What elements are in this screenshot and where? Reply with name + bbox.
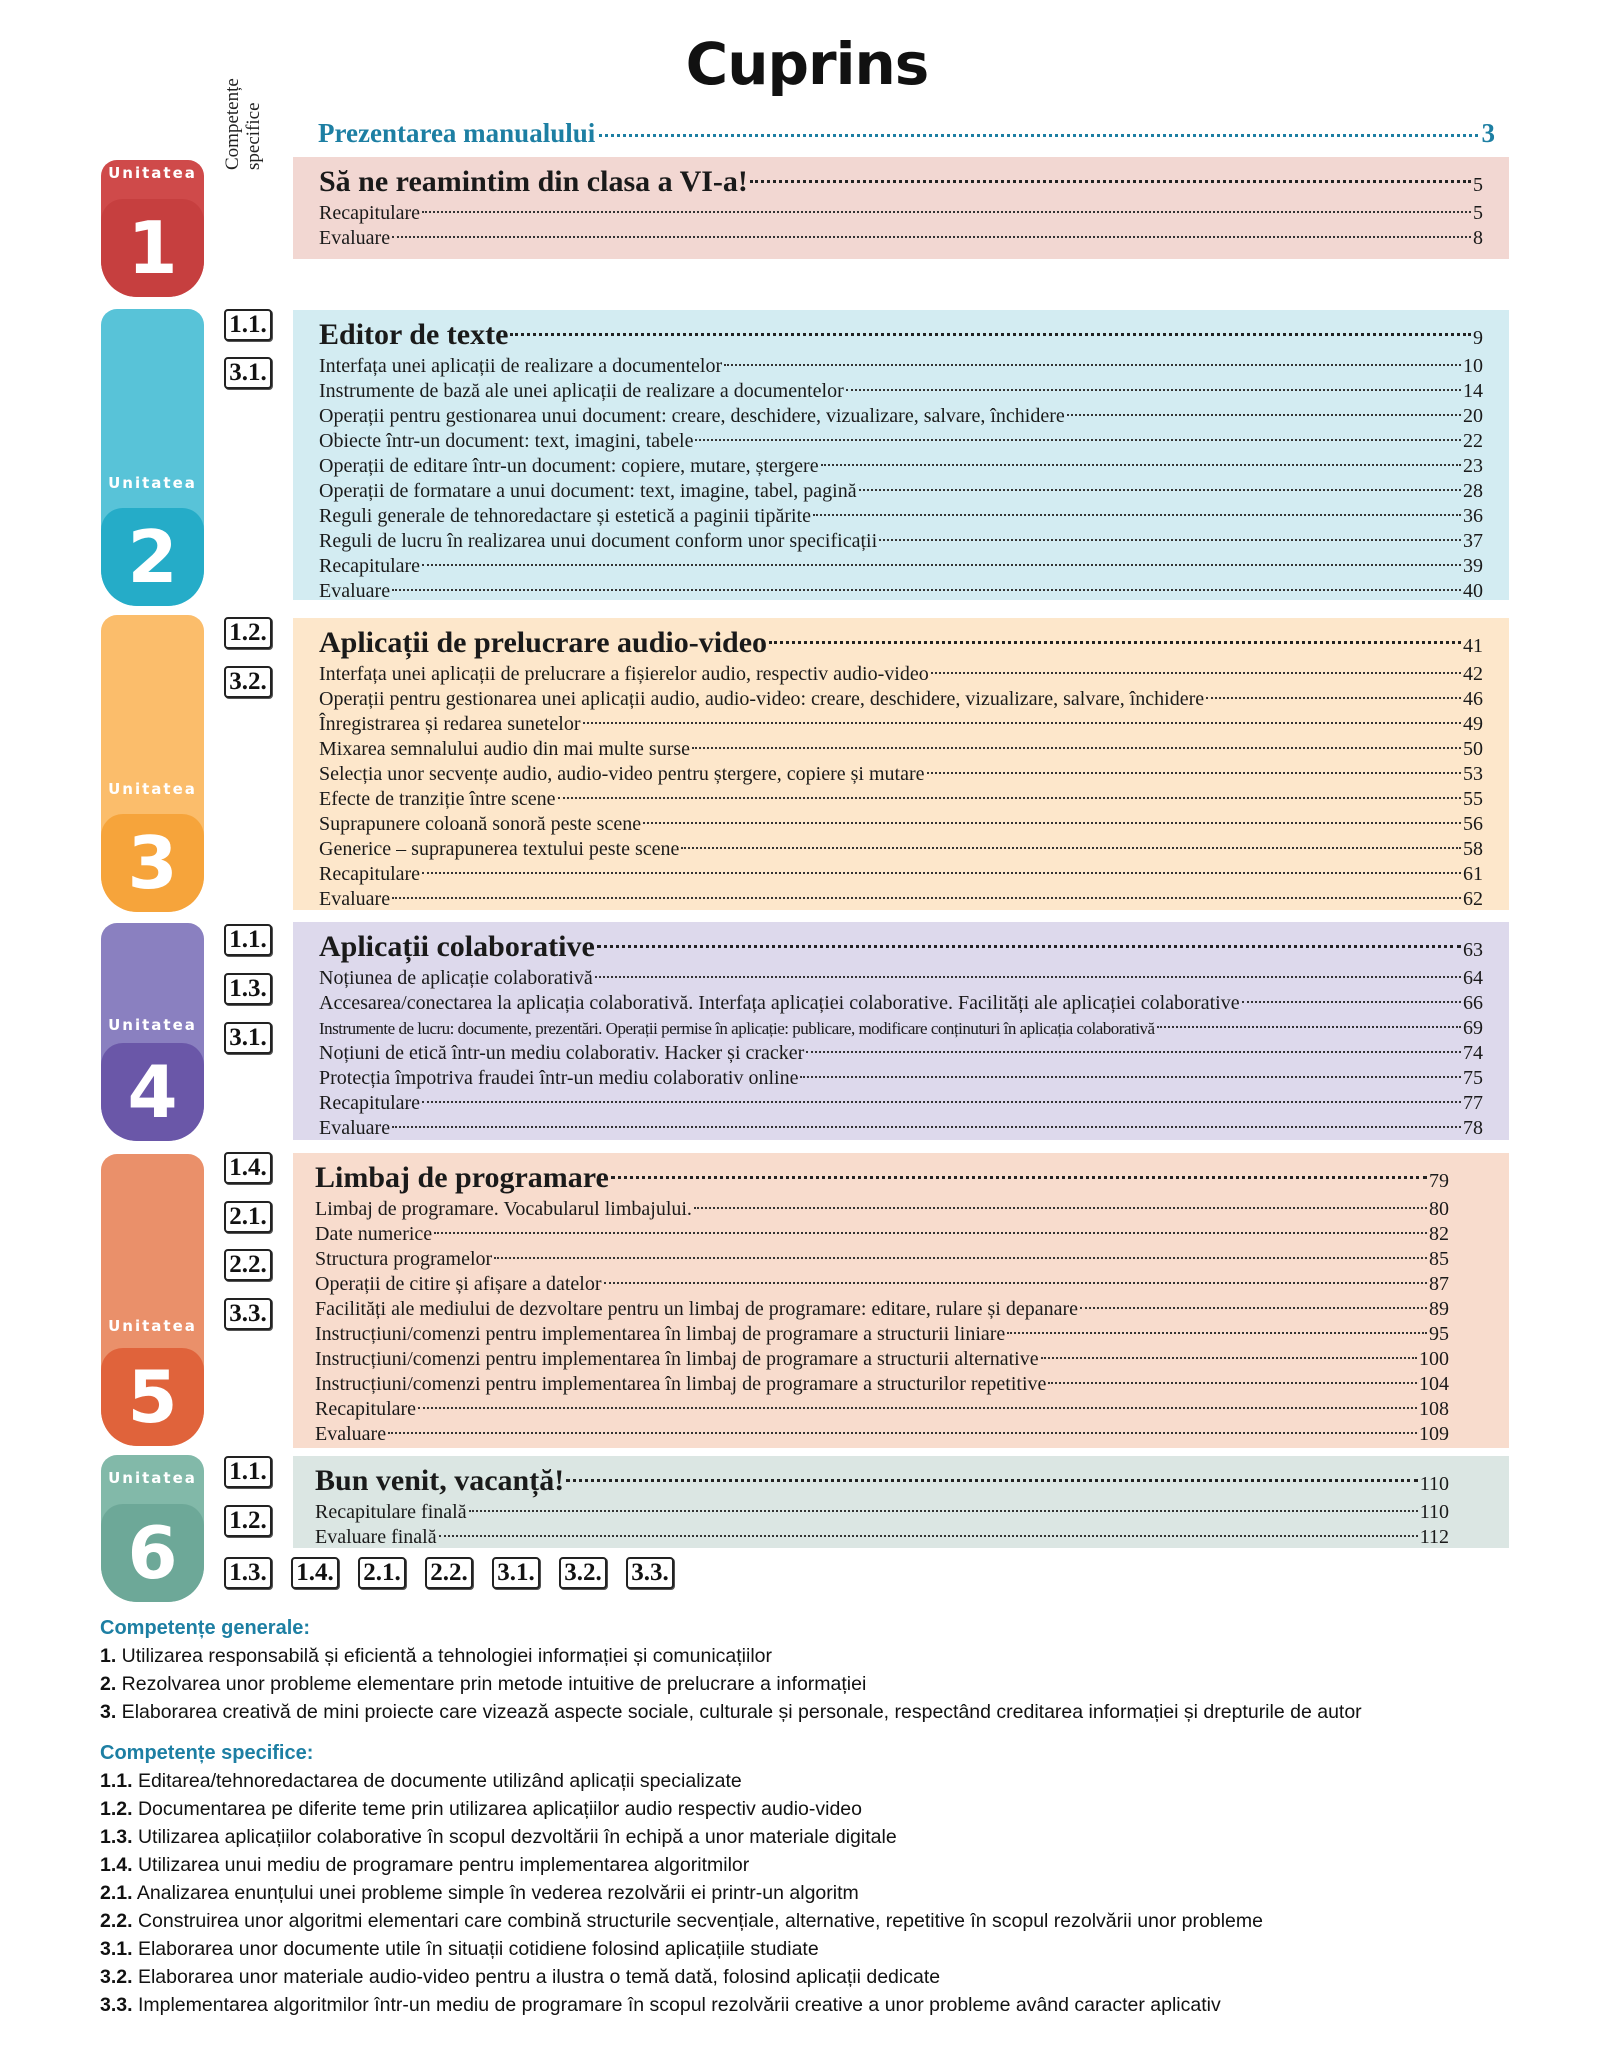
toc-entry-text: Instrucțiuni/comenzi pentru implementarea în limbaj de programare a structurii alternative: [315, 1348, 1039, 1370]
unit-entries: [319, 928, 1483, 1141]
toc-entry-text: Suprapunere coloană sonoră peste scene: [319, 813, 642, 835]
competence-badge: 1.3.: [224, 973, 272, 1005]
toc-entry-page: 10: [1463, 355, 1483, 377]
leader-dots: [813, 514, 1461, 516]
toc-entry-text: Recapitulare: [319, 202, 421, 224]
competence-badge: 3.1.: [492, 1557, 540, 1589]
competence-badge: 2.2.: [425, 1557, 473, 1589]
unit-number: 3: [101, 814, 204, 912]
toc-entry[interactable]: [315, 1397, 1449, 1422]
toc-entry[interactable]: [319, 812, 1483, 837]
toc-entry[interactable]: [319, 887, 1483, 912]
competence-number: 3.2.: [100, 1966, 133, 1988]
leader-dots: [800, 1076, 1461, 1078]
unit-heading[interactable]: [319, 928, 1483, 966]
toc-entry-text: Date numerice: [315, 1223, 433, 1245]
leader-dots: [695, 439, 1461, 441]
toc-entry-text: Reguli de lucru în realizarea unui document conform unor specificații: [319, 530, 878, 552]
toc-entry[interactable]: [319, 354, 1483, 379]
competence-text: Utilizarea unui mediu de programare pentru implementarea algoritmilor: [132, 1854, 750, 1876]
unit-heading-text: Aplicații de prelucrare audio-video: [319, 626, 768, 659]
competence-badge: 3.1.: [224, 357, 272, 389]
toc-entry[interactable]: [315, 1297, 1449, 1322]
toc-entry-page: 49: [1463, 713, 1483, 735]
toc-entry-page: 109: [1419, 1423, 1449, 1445]
toc-entry[interactable]: [319, 787, 1483, 812]
toc-entry-text: Evaluare: [319, 888, 391, 910]
toc-entry-page: 104: [1419, 1373, 1449, 1395]
unit-heading-page: 5: [1473, 174, 1483, 196]
competence-badge: 3.2.: [559, 1557, 607, 1589]
leader-dots: [392, 1126, 1461, 1128]
toc-entry[interactable]: [319, 429, 1483, 454]
toc-entry[interactable]: [319, 837, 1483, 862]
toc-entry[interactable]: [319, 966, 1483, 991]
unit-heading-text: Bun venit, vacanță!: [315, 1464, 565, 1497]
leader-dots: [510, 333, 1471, 336]
toc-entry[interactable]: [319, 687, 1483, 712]
unit-entries: [319, 624, 1483, 912]
toc-entry-page: 40: [1463, 580, 1483, 602]
competence-text: Elaborarea unor documente utile în situații cotidiene folosind aplicațiile studiate: [132, 1938, 819, 1960]
toc-entry[interactable]: [319, 762, 1483, 787]
toc-entry[interactable]: [319, 554, 1483, 579]
unit-heading[interactable]: [315, 1462, 1449, 1500]
leader-dots: [583, 722, 1461, 724]
toc-entry-text: Operații pentru gestionarea unui document: creare, deschidere, vizualizare, salvare, închidere: [319, 405, 1065, 427]
toc-entry-text: Înregistrarea și redarea sunetelor: [319, 713, 581, 735]
toc-entry-text: Recapitulare: [319, 863, 421, 885]
toc-entry-page: 100: [1419, 1348, 1449, 1370]
toc-entry-page: 8: [1473, 227, 1483, 249]
toc-entry-text: Evaluare: [319, 227, 391, 249]
unit-tab-label: Unitatea: [108, 164, 197, 182]
leader-dots: [611, 1176, 1427, 1179]
toc-entry-page: 85: [1429, 1248, 1449, 1270]
toc-entry[interactable]: [319, 1041, 1483, 1066]
leader-dots: [558, 797, 1461, 799]
toc-entry[interactable]: [319, 579, 1483, 604]
competence-badge: 2.2.: [224, 1249, 272, 1281]
toc-entry-text: Selecția unor secvențe audio, audio-video pentru ștergere, copiere și mutare: [319, 763, 925, 785]
toc-entry-page: 75: [1463, 1067, 1483, 1089]
unit-tab-4: [101, 923, 204, 1141]
toc-entry-page: 66: [1463, 992, 1483, 1014]
competence-text: Documentarea pe diferite teme prin utilizarea aplicațiilor audio respectiv audio-video: [132, 1798, 863, 1820]
toc-entry-text: Recapitulare finală: [315, 1501, 467, 1523]
toc-entry-page: 82: [1429, 1223, 1449, 1245]
competence-number: 3.1.: [100, 1938, 133, 1960]
unit-number: 5: [101, 1348, 204, 1446]
leader-dots: [643, 822, 1461, 824]
toc-entry-text: Interfața unei aplicații de realizare a documentelor: [319, 355, 723, 377]
leader-dots: [595, 976, 1461, 978]
toc-entry-page: 36: [1463, 505, 1483, 527]
toc-entry-text: Evaluare: [315, 1423, 387, 1445]
toc-entry-page: 20: [1463, 405, 1483, 427]
toc-entry-page: 112: [1419, 1526, 1449, 1548]
toc-entry[interactable]: [315, 1272, 1449, 1297]
leader-dots: [1157, 1026, 1462, 1028]
toc-entry-page: 69: [1463, 1017, 1483, 1039]
unit-heading-text: Editor de texte: [319, 318, 509, 351]
toc-entry-page: 58: [1463, 838, 1483, 860]
unit-3-box: [293, 618, 1509, 910]
toc-entry[interactable]: [319, 226, 1483, 251]
unit-tab-2: [101, 309, 204, 606]
intro-text: Prezentarea manualului: [318, 118, 596, 148]
intro-entry[interactable]: [318, 118, 1495, 149]
toc-entry-text: Obiecte într-un document: text, imagini, tabele: [319, 430, 694, 452]
toc-entry-text: Structura programelor: [315, 1248, 493, 1270]
leader-dots: [422, 211, 1471, 213]
leader-dots: [597, 945, 1461, 948]
leader-dots: [392, 589, 1461, 591]
specific-competence-item: [100, 1767, 1520, 1795]
toc-entry-text: Instrumente de bază ale unei aplicații de realizare a documentelor: [319, 380, 844, 402]
toc-entry-text: Facilități ale mediului de dezvoltare pentru un limbaj de programare: editare, rulare și depanare: [315, 1298, 1079, 1320]
unit-heading[interactable]: [319, 316, 1483, 354]
unit-number: 1: [101, 199, 204, 297]
leader-dots: [692, 747, 1461, 749]
toc-entry[interactable]: [315, 1322, 1449, 1347]
toc-entry-text: Operații de formatare a unui document: text, imagine, tabel, pagină: [319, 480, 857, 502]
toc-entry-text: Interfața unei aplicații de prelucrare a fișierelor audio, respectiv audio-video: [319, 663, 929, 685]
competence-number: 1.4.: [100, 1854, 133, 1876]
intro-page: 3: [1481, 118, 1495, 148]
leader-dots: [422, 1101, 1461, 1103]
competence-badge: 3.3.: [626, 1557, 674, 1589]
toc-entry-text: Noțiunea de aplicație colaborativă: [319, 967, 593, 989]
competence-number: 1.2.: [100, 1798, 133, 1820]
specific-competence-item: [100, 1907, 1520, 1935]
toc-entry-text: Evaluare: [319, 580, 391, 602]
toc-entry[interactable]: [319, 991, 1483, 1016]
toc-entry-page: 108: [1419, 1398, 1449, 1420]
competence-badge: 1.2.: [224, 1505, 272, 1537]
competence-badge: 3.3.: [224, 1298, 272, 1330]
competence-badge: 1.2.: [224, 617, 272, 649]
toc-entry-text: Operații pentru gestionarea unei aplicații audio, audio-video: creare, deschidere, vizualizare, salvare, închidere: [319, 688, 1205, 710]
specific-competence-item: [100, 1935, 1520, 1963]
competence-text: Construirea unor algoritmi elementari care combină structurile secvențiale, alternative, repetitive în scopul rezolvării unor probleme: [132, 1910, 1263, 1932]
general-competences-list: [100, 1642, 1520, 1726]
competence-text: Utilizarea responsabilă și eficientă a tehnologiei informației și comunicațiilor: [116, 1645, 773, 1667]
toc-entry-page: 42: [1463, 663, 1483, 685]
toc-entry[interactable]: [315, 1372, 1449, 1397]
unit-1-box: [293, 157, 1509, 259]
competence-badge: 1.1.: [224, 1456, 272, 1488]
unit-tab-1: [101, 160, 204, 297]
leader-dots: [1080, 1307, 1427, 1309]
unit-tab-label: Unitatea: [108, 474, 197, 492]
leader-dots: [859, 489, 1461, 491]
leader-dots: [599, 134, 1477, 137]
unit-5-box: [293, 1153, 1509, 1448]
toc-entry[interactable]: [319, 504, 1483, 529]
competence-number: 2.1.: [100, 1882, 133, 1904]
toc-entry[interactable]: [315, 1247, 1449, 1272]
toc-entry[interactable]: [319, 1066, 1483, 1091]
toc-entry[interactable]: [319, 201, 1483, 226]
unit6-extra-badges: [224, 1557, 674, 1589]
toc-entry[interactable]: [319, 712, 1483, 737]
unit-tab-label: Unitatea: [108, 1016, 197, 1034]
toc-entry-text: Recapitulare: [319, 1092, 421, 1114]
specific-competence-item: [100, 1963, 1520, 1991]
unit-heading-page: 63: [1463, 939, 1483, 961]
leader-dots: [1041, 1357, 1417, 1359]
leader-dots: [1067, 414, 1461, 416]
competence-text: Editarea/tehnoredactarea de documente utilizând aplicații specializate: [132, 1770, 742, 1792]
leader-dots: [927, 772, 1461, 774]
toc-entry-page: 53: [1463, 763, 1483, 785]
toc-entry[interactable]: [319, 862, 1483, 887]
leader-dots: [434, 1232, 1427, 1234]
leader-dots: [750, 180, 1471, 183]
toc-entry-text: Accesarea/conectarea la aplicația colaborativă. Interfața aplicației colaborative. Facilități ale aplicației colaborative: [319, 992, 1240, 1014]
toc-entry-page: 87: [1429, 1273, 1449, 1295]
unit-6-box: [293, 1456, 1509, 1548]
unit-number: 6: [101, 1504, 204, 1602]
unit-heading-page: 41: [1463, 635, 1483, 657]
leader-dots: [422, 872, 1461, 874]
toc-entry-text: Reguli generale de tehnoredactare și estetică a paginii tipărite: [319, 505, 811, 527]
leader-dots: [846, 389, 1461, 391]
competences-section: [100, 1617, 1520, 2019]
leader-dots: [1007, 1332, 1427, 1334]
unit-entries: [319, 163, 1483, 251]
general-competence-item: [100, 1698, 1520, 1726]
competence-text: Rezolvarea unor probleme elementare prin metode intuitive de prelucrare a informației: [116, 1673, 867, 1695]
leader-dots: [388, 1432, 1417, 1434]
competence-text: Analizarea enunțului unei probleme simple în vederea rezolvării ei printr-un algoritm: [132, 1882, 859, 1904]
toc-entry[interactable]: [319, 479, 1483, 504]
general-competence-item: [100, 1642, 1520, 1670]
unit-number: 4: [101, 1043, 204, 1141]
competence-number: 1.3.: [100, 1826, 133, 1848]
leader-dots: [694, 1207, 1427, 1209]
leader-dots: [1242, 1001, 1461, 1003]
toc-entry-page: 77: [1463, 1092, 1483, 1114]
unit-tab-label: Unitatea: [108, 1469, 197, 1487]
competence-badge: 3.2.: [224, 666, 272, 698]
unit-2-box: [293, 310, 1509, 600]
toc-entry-text: Protecția împotriva fraudei într-un mediu colaborativ online: [319, 1067, 799, 1089]
leader-dots: [724, 364, 1461, 366]
unit-heading-text: Aplicații colaborative: [319, 930, 595, 963]
competence-text: Implementarea algoritmilor într-un mediu de programare în scopul rezolvării creative a unor probleme având caracter aplicativ: [132, 1994, 1221, 2016]
toc-entry[interactable]: [315, 1500, 1449, 1525]
competence-number: 3.3.: [100, 1994, 133, 2016]
unit-heading-page: 79: [1429, 1170, 1449, 1192]
toc-entry[interactable]: [319, 404, 1483, 429]
specific-competences-title: Competențe specifice:: [100, 1742, 314, 1764]
toc-entry[interactable]: [319, 737, 1483, 762]
leader-dots: [418, 1407, 1417, 1409]
competence-badge: 1.3.: [224, 1557, 272, 1589]
leader-dots: [422, 564, 1461, 566]
leader-dots: [566, 1479, 1418, 1482]
unit-entries: [315, 1462, 1449, 1550]
toc-entry-page: 39: [1463, 555, 1483, 577]
toc-entry[interactable]: [319, 529, 1483, 554]
toc-entry-text: Limbaj de programare. Vocabularul limbajului.: [315, 1198, 692, 1220]
leader-dots: [494, 1257, 1427, 1259]
toc-entry[interactable]: [315, 1422, 1449, 1447]
competence-badge: 1.4.: [291, 1557, 339, 1589]
unit-heading-page: 110: [1419, 1473, 1449, 1495]
toc-entry[interactable]: [319, 379, 1483, 404]
toc-entry-text: Instrucțiuni/comenzi pentru implementarea în limbaj de programare a structurilor repetitive: [315, 1373, 1047, 1395]
toc-entry[interactable]: [319, 1016, 1483, 1041]
toc-entry-page: 55: [1463, 788, 1483, 810]
competence-badge: 3.1.: [224, 1022, 272, 1054]
toc-entry-page: 110: [1419, 1501, 1449, 1523]
leader-dots: [879, 539, 1461, 541]
toc-entry[interactable]: [319, 454, 1483, 479]
leader-dots: [681, 847, 1461, 849]
toc-entry-text: Noțiuni de etică într-un mediu colaborativ. Hacker și cracker: [319, 1042, 805, 1064]
toc-entry-page: 89: [1429, 1298, 1449, 1320]
unit-heading-text: Să ne reamintim din clasa a VI-a!: [319, 165, 748, 198]
unit-heading-page: 9: [1473, 327, 1483, 349]
specific-competence-item: [100, 1795, 1520, 1823]
toc-entry-text: Operații de editare într-un document: copiere, mutare, ștergere: [319, 455, 819, 477]
toc-entry-page: 61: [1463, 863, 1483, 885]
unit-heading-text: Limbaj de programare: [315, 1161, 609, 1194]
toc-entry-text: Evaluare: [319, 1117, 391, 1139]
competence-number: 2.2.: [100, 1910, 133, 1932]
toc-entry-page: 78: [1463, 1117, 1483, 1139]
unit-tab-label: Unitatea: [108, 1317, 197, 1335]
toc-entry-text: Generice – suprapunerea textului peste scene: [319, 838, 680, 860]
toc-entry[interactable]: [319, 662, 1483, 687]
toc-entry-page: 22: [1463, 430, 1483, 452]
toc-entry-text: Recapitulare: [315, 1398, 417, 1420]
unit-entries: [319, 316, 1483, 604]
unit-heading[interactable]: [319, 624, 1483, 662]
toc-entry-page: 46: [1463, 688, 1483, 710]
toc-entry-text: Instrucțiuni/comenzi pentru implementarea în limbaj de programare a structurii liniare: [315, 1323, 1006, 1345]
competence-badge: 2.1.: [224, 1201, 272, 1233]
toc-entry-page: 62: [1463, 888, 1483, 910]
toc-entry[interactable]: [315, 1525, 1449, 1550]
toc-entry-page: 37: [1463, 530, 1483, 552]
leader-dots: [439, 1535, 1418, 1537]
competence-number: 1.1.: [100, 1770, 133, 1792]
general-competence-item: [100, 1670, 1520, 1698]
toc-entry-page: 50: [1463, 738, 1483, 760]
competence-text: Elaborarea unor materiale audio-video pentru a ilustra o temă dată, folosind aplicații dedicate: [132, 1966, 941, 1988]
leader-dots: [1048, 1382, 1417, 1384]
toc-entry[interactable]: [315, 1222, 1449, 1247]
specific-competence-item: [100, 1879, 1520, 1907]
competente-specifice-label: Competențe specifice: [222, 78, 264, 170]
toc-entry[interactable]: [315, 1347, 1449, 1372]
competence-number: 1.: [100, 1645, 117, 1667]
toc-entry-page: 5: [1473, 202, 1483, 224]
leader-dots: [604, 1282, 1427, 1284]
toc-entry[interactable]: [319, 1091, 1483, 1116]
unit-tab-label: Unitatea: [108, 780, 197, 798]
unit-entries: [315, 1159, 1449, 1447]
unit-heading[interactable]: [315, 1159, 1449, 1197]
toc-entry-text: Operații de citire și afișare a datelor: [315, 1273, 602, 1295]
toc-entry-page: 14: [1463, 380, 1483, 402]
competence-number: 2.: [100, 1673, 117, 1695]
leader-dots: [1206, 697, 1461, 699]
unit-tab-5: [101, 1154, 204, 1446]
toc-entry-text: Efecte de tranziție între scene: [319, 788, 556, 810]
leader-dots: [392, 897, 1461, 899]
general-competences-title: Competențe generale:: [100, 1617, 311, 1639]
competence-number: 3.: [100, 1701, 117, 1723]
toc-entry-text: Evaluare finală: [315, 1526, 437, 1548]
leader-dots: [931, 672, 1461, 674]
leader-dots: [469, 1510, 1418, 1512]
leader-dots: [806, 1051, 1461, 1053]
toc-entry-page: 28: [1463, 480, 1483, 502]
competence-text: Elaborarea creativă de mini proiecte care vizează aspecte sociale, culturale și personale, respectând creditarea informației și drepturile de autor: [116, 1701, 1362, 1723]
competence-text: Utilizarea aplicațiilor colaborative în scopul dezvoltării în echipă a unor materiale digitale: [132, 1826, 897, 1848]
unit-number: 2: [101, 508, 204, 606]
competence-badge: 1.4.: [224, 1152, 272, 1184]
specific-competence-item: [100, 1823, 1520, 1851]
toc-entry-page: 56: [1463, 813, 1483, 835]
toc-entry-page: 80: [1429, 1198, 1449, 1220]
competence-badge: 2.1.: [358, 1557, 406, 1589]
toc-entry-page: 95: [1429, 1323, 1449, 1345]
toc-entry-page: 64: [1463, 967, 1483, 989]
specific-competence-item: [100, 1851, 1520, 1879]
unit-4-box: [293, 922, 1509, 1140]
toc-entry-text: Mixarea semnalului audio din mai multe surse: [319, 738, 691, 760]
leader-dots: [392, 236, 1471, 238]
competence-badge: 1.1.: [224, 924, 272, 956]
toc-entry-page: 74: [1463, 1042, 1483, 1064]
unit-tab-6: [101, 1455, 204, 1602]
unit-heading[interactable]: [319, 163, 1483, 201]
toc-entry[interactable]: [315, 1197, 1449, 1222]
specific-competences-list: [100, 1767, 1520, 2019]
leader-dots: [769, 641, 1461, 644]
toc-entry-text: Recapitulare: [319, 555, 421, 577]
competence-badge: 1.1.: [224, 309, 272, 341]
toc-entry-page: 23: [1463, 455, 1483, 477]
unit-tab-3: [101, 615, 204, 912]
page-title: Cuprins: [685, 30, 929, 98]
toc-entry-text: Instrumente de lucru: documente, prezentări. Operații permise în aplicație: publicare, modificare conținuturi în aplicația colaborativă: [319, 1019, 1155, 1038]
specific-competence-item: [100, 1991, 1520, 2019]
toc-entry[interactable]: [319, 1116, 1483, 1141]
leader-dots: [821, 464, 1461, 466]
